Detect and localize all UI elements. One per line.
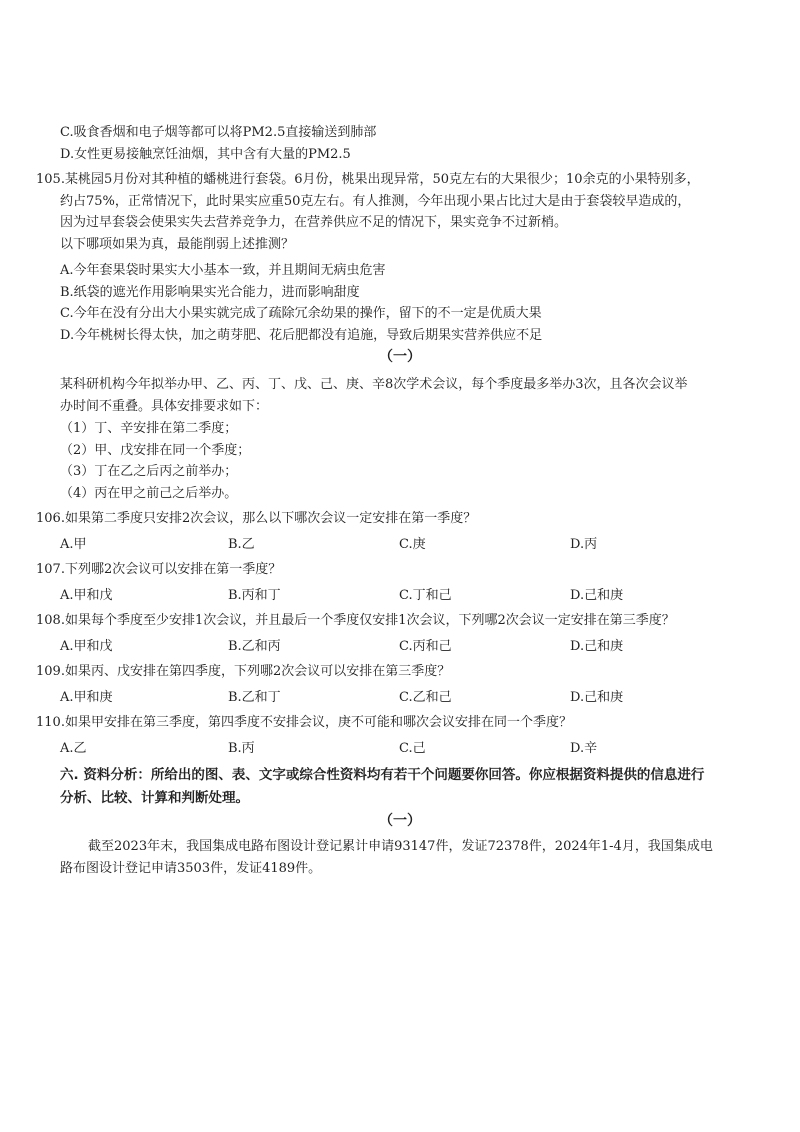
condition-1: （1）丁、辛安排在第二季度； — [60, 421, 238, 436]
condition-3: （3）丁在乙之后丙之前举办； — [60, 464, 238, 479]
q110-option-c: C.己 — [399, 741, 426, 756]
q107-option-b: B.丙和丁 — [228, 588, 281, 603]
intro-line1: 某科研机构今年拟举办甲、乙、丙、丁、戊、己、庚、辛8次学术会议，每个季度最多举办3次，且各次会议举 — [60, 377, 688, 392]
q107-stem: 107.下列哪2次会议可以安排在第一季度？ — [36, 562, 282, 577]
q110-option-a: A.乙 — [60, 741, 87, 756]
section-heading-data: （一） — [379, 813, 421, 829]
q105-option-c: C.今年在没有分出大小果实就完成了疏除冗余幼果的操作，留下的不一定是优质大果 — [60, 306, 542, 321]
q109-option-d: D.己和庚 — [570, 690, 624, 705]
q107-option-d: D.己和庚 — [570, 588, 624, 603]
q105-stem-line3: 因为过早套袋会使果实失去营养竞争力，在营养供应不足的情况下，果实竞争不过新梢。 — [60, 215, 568, 230]
q105-option-b: B.纸袋的遮光作用影响果实光合能力，进而影响甜度 — [60, 285, 360, 300]
q108-option-c: C.丙和己 — [399, 639, 452, 654]
section6-instructions-line2: 分析、比较、计算和判断处理。 — [60, 790, 249, 806]
q107-option-c: C.丁和己 — [399, 588, 452, 603]
q106-option-b: B.乙 — [228, 537, 255, 552]
section-heading-logic: （一） — [379, 349, 421, 365]
q109-option-c: C.乙和己 — [399, 690, 452, 705]
q108-option-a: A.甲和戊 — [60, 639, 113, 654]
q108-stem: 108.如果每个季度至少安排1次会议，并且最后一个季度仅安排1次会议，下列哪2次会议一定安排在第三季度？ — [36, 613, 675, 628]
q105-stem-line1: 105.某桃园5月份对其种植的蟠桃进行套袋。6月份，桃果出现异常，50克左右的大果很少；10余克的小果特别多， — [36, 172, 700, 187]
q105-question: 以下哪项如果为真，最能削弱上述推测？ — [60, 237, 295, 252]
q104-option-d: D.女性更易接触烹饪油烟，其中含有大量的PM2.5 — [60, 147, 351, 162]
material-line1: 截至2023年末，我国集成电路布图设计登记累计申请93147件，发证72378件，2024年1-4月，我国集成电 — [88, 839, 713, 854]
q106-stem: 106.如果第二季度只安排2次会议，那么以下哪次会议一定安排在第一季度？ — [36, 511, 477, 526]
q108-option-d: D.己和庚 — [570, 639, 624, 654]
q105-stem-line2: 约占75%，正常情况下，此时果实应重50克左右。有人推测，今年出现小果占比过大是由于套袋较早造成的， — [60, 194, 691, 209]
section6-instructions-line1: 六. 资料分析：所给出的图、表、文字或综合性资料均有若干个问题要你回答。你应根据资料提供的信息进行 — [60, 767, 705, 783]
q105-option-a: A.今年套果袋时果实大小基本一致，并且期间无病虫危害 — [60, 263, 386, 278]
q106-option-a: A.甲 — [60, 537, 87, 552]
q110-option-b: B.丙 — [228, 741, 255, 756]
q106-option-c: C.庚 — [399, 537, 426, 552]
q109-option-b: B.乙和丁 — [228, 690, 281, 705]
q105-option-d: D.今年桃树长得太快，加之萌芽肥、花后肥都没有追施，导致后期果实营养供应不足 — [60, 328, 543, 343]
q110-option-d: D.辛 — [570, 741, 598, 756]
condition-4: （4）丙在甲之前己之后举办。 — [60, 486, 238, 501]
q109-stem: 109.如果丙、戊安排在第四季度，下列哪2次会议可以安排在第三季度？ — [36, 664, 451, 679]
intro-line2: 办时间不重叠。具体安排要求如下： — [60, 399, 269, 414]
condition-2: （2）甲、戊安排在同一个季度； — [60, 443, 251, 458]
q104-option-c: C.吸食香烟和电子烟等都可以将PM2.5直接输送到肺部 — [60, 125, 377, 140]
q108-option-b: B.乙和丙 — [228, 639, 281, 654]
q109-option-a: A.甲和庚 — [60, 690, 113, 705]
material-line2: 路布图设计登记申请3503件，发证4189件。 — [60, 861, 322, 876]
q110-stem: 110.如果甲安排在第三季度，第四季度不安排会议，庚不可能和哪次会议安排在同一个季度？ — [36, 715, 572, 730]
q106-option-d: D.丙 — [570, 537, 598, 552]
q107-option-a: A.甲和戊 — [60, 588, 113, 603]
